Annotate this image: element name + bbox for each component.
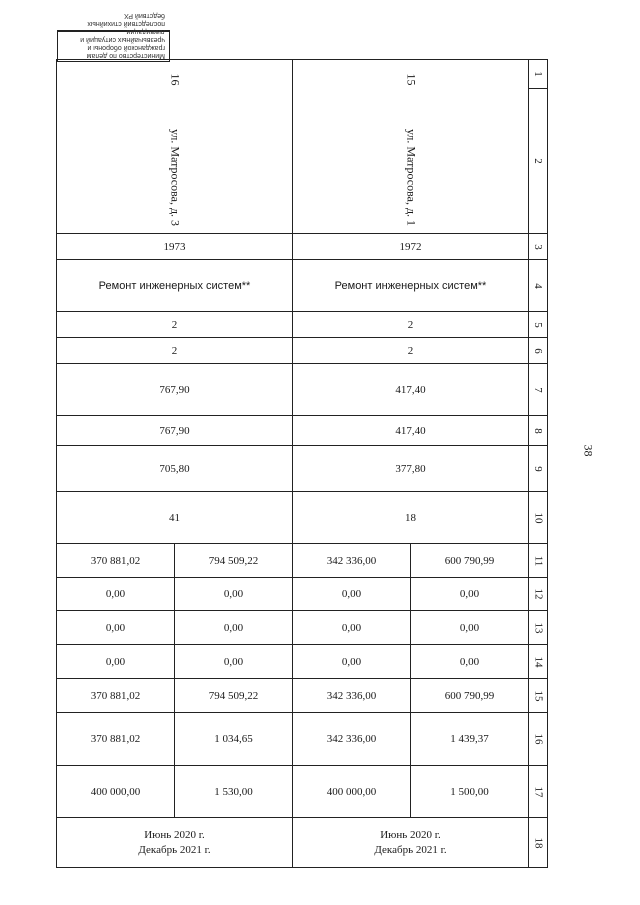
value-cell: 370 881,02 xyxy=(57,679,175,713)
row-number: 1 xyxy=(529,60,548,89)
table-row xyxy=(57,364,548,416)
table-row xyxy=(57,446,548,492)
value-cell: 400 000,00 xyxy=(57,766,175,818)
row-number: 3 xyxy=(529,234,548,260)
deadline-cell xyxy=(57,818,293,868)
row-number: 14 xyxy=(529,645,548,679)
value-cell: 0,00 xyxy=(175,611,293,645)
object-15-header-cell xyxy=(293,60,529,234)
table-row xyxy=(57,234,548,260)
page-number: 38 xyxy=(581,444,596,457)
value-cell: 0,00 xyxy=(57,645,175,679)
end-date: Декабрь 2021 г. xyxy=(138,843,211,856)
deadline-cell xyxy=(293,818,529,868)
value-cell: 0,00 xyxy=(293,611,411,645)
value-cell: 1 439,37 xyxy=(411,713,529,766)
table-row xyxy=(57,818,548,868)
row-number: 6 xyxy=(529,338,548,364)
table-row xyxy=(57,416,548,446)
value-cell: 18 xyxy=(293,492,529,544)
start-date: Июнь 2020 г. xyxy=(380,828,441,841)
table-row xyxy=(57,60,548,89)
stamp-line: Министерство по делам xyxy=(86,52,165,59)
value-cell: 342 336,00 xyxy=(293,544,411,578)
value-cell: 417,40 xyxy=(293,416,529,446)
row-number: 5 xyxy=(529,312,548,338)
row-number: 11 xyxy=(529,544,548,578)
value-cell: 0,00 xyxy=(411,645,529,679)
row-number: 8 xyxy=(529,416,548,446)
table-row xyxy=(57,312,548,338)
value-cell: 0,00 xyxy=(175,578,293,611)
value-cell: 600 790,99 xyxy=(411,679,529,713)
work-type-cell: Ремонт инженерных систем** xyxy=(57,260,293,312)
value-cell: 417,40 xyxy=(293,364,529,416)
value-cell: 342 336,00 xyxy=(293,713,411,766)
year-cell: 1973 xyxy=(57,234,293,260)
table-row xyxy=(57,260,548,312)
row-number: 9 xyxy=(529,446,548,492)
value-cell: 2 xyxy=(293,338,529,364)
value-cell: 342 336,00 xyxy=(293,679,411,713)
value-cell: 2 xyxy=(293,312,529,338)
repair-register-table xyxy=(56,59,548,868)
row-number: 18 xyxy=(529,818,548,868)
row-number: 16 xyxy=(529,713,548,766)
value-cell: 794 509,22 xyxy=(175,544,293,578)
row-number: 15 xyxy=(529,679,548,713)
table-row xyxy=(57,338,548,364)
value-cell: 767,90 xyxy=(57,364,293,416)
value-cell: 2 xyxy=(57,338,293,364)
object-15-number: 15 xyxy=(404,73,418,86)
table-row xyxy=(57,766,548,818)
value-cell: 2 xyxy=(57,312,293,338)
table-row xyxy=(57,492,548,544)
value-cell: 0,00 xyxy=(411,611,529,645)
value-cell: 400 000,00 xyxy=(293,766,411,818)
object-16-number: 16 xyxy=(168,73,182,86)
value-cell: 0,00 xyxy=(175,645,293,679)
value-cell: 0,00 xyxy=(57,578,175,611)
row-number: 13 xyxy=(529,611,548,645)
value-cell: 705,80 xyxy=(57,446,293,492)
start-date: Июнь 2020 г. xyxy=(144,828,205,841)
table-row xyxy=(57,713,548,766)
value-cell: 370 881,02 xyxy=(57,713,175,766)
table-row xyxy=(57,578,548,611)
table-row xyxy=(57,611,548,645)
row-number: 2 xyxy=(529,89,548,234)
value-cell: 794 509,22 xyxy=(175,679,293,713)
value-cell: 767,90 xyxy=(57,416,293,446)
value-cell: 1 530,00 xyxy=(175,766,293,818)
value-cell: 0,00 xyxy=(293,645,411,679)
end-date: Декабрь 2021 г. xyxy=(374,843,447,856)
row-number: 4 xyxy=(529,260,548,312)
value-cell: 370 881,02 xyxy=(57,544,175,578)
registration-stamp xyxy=(57,12,170,62)
year-cell: 1972 xyxy=(293,234,529,260)
value-cell: 1 034,65 xyxy=(175,713,293,766)
object-16-address: ул. Матросова, д. 3 xyxy=(168,128,182,227)
object-16-header-cell xyxy=(57,60,293,234)
row-number: 12 xyxy=(529,578,548,611)
value-cell: 377,80 xyxy=(293,446,529,492)
value-cell: 1 500,00 xyxy=(411,766,529,818)
value-cell: 600 790,99 xyxy=(411,544,529,578)
stamp-line: гражданской обороны и xyxy=(87,44,165,51)
row-number: 10 xyxy=(529,492,548,544)
value-cell: 0,00 xyxy=(293,578,411,611)
table-row xyxy=(57,679,548,713)
row-number: 17 xyxy=(529,766,548,818)
object-15-address: ул. Матросова, д. 1 xyxy=(404,128,418,227)
work-type-cell: Ремонт инженерных систем** xyxy=(293,260,529,312)
value-cell: 0,00 xyxy=(57,611,175,645)
row-number: 7 xyxy=(529,364,548,416)
value-cell: 0,00 xyxy=(411,578,529,611)
stamp-line: чрезвычайных ситуаций и ликвидации xyxy=(80,28,165,43)
stamp-line: последствий стихийных бедствий РХ xyxy=(87,12,165,27)
table-row xyxy=(57,544,548,578)
table-row xyxy=(57,645,548,679)
value-cell: 41 xyxy=(57,492,293,544)
